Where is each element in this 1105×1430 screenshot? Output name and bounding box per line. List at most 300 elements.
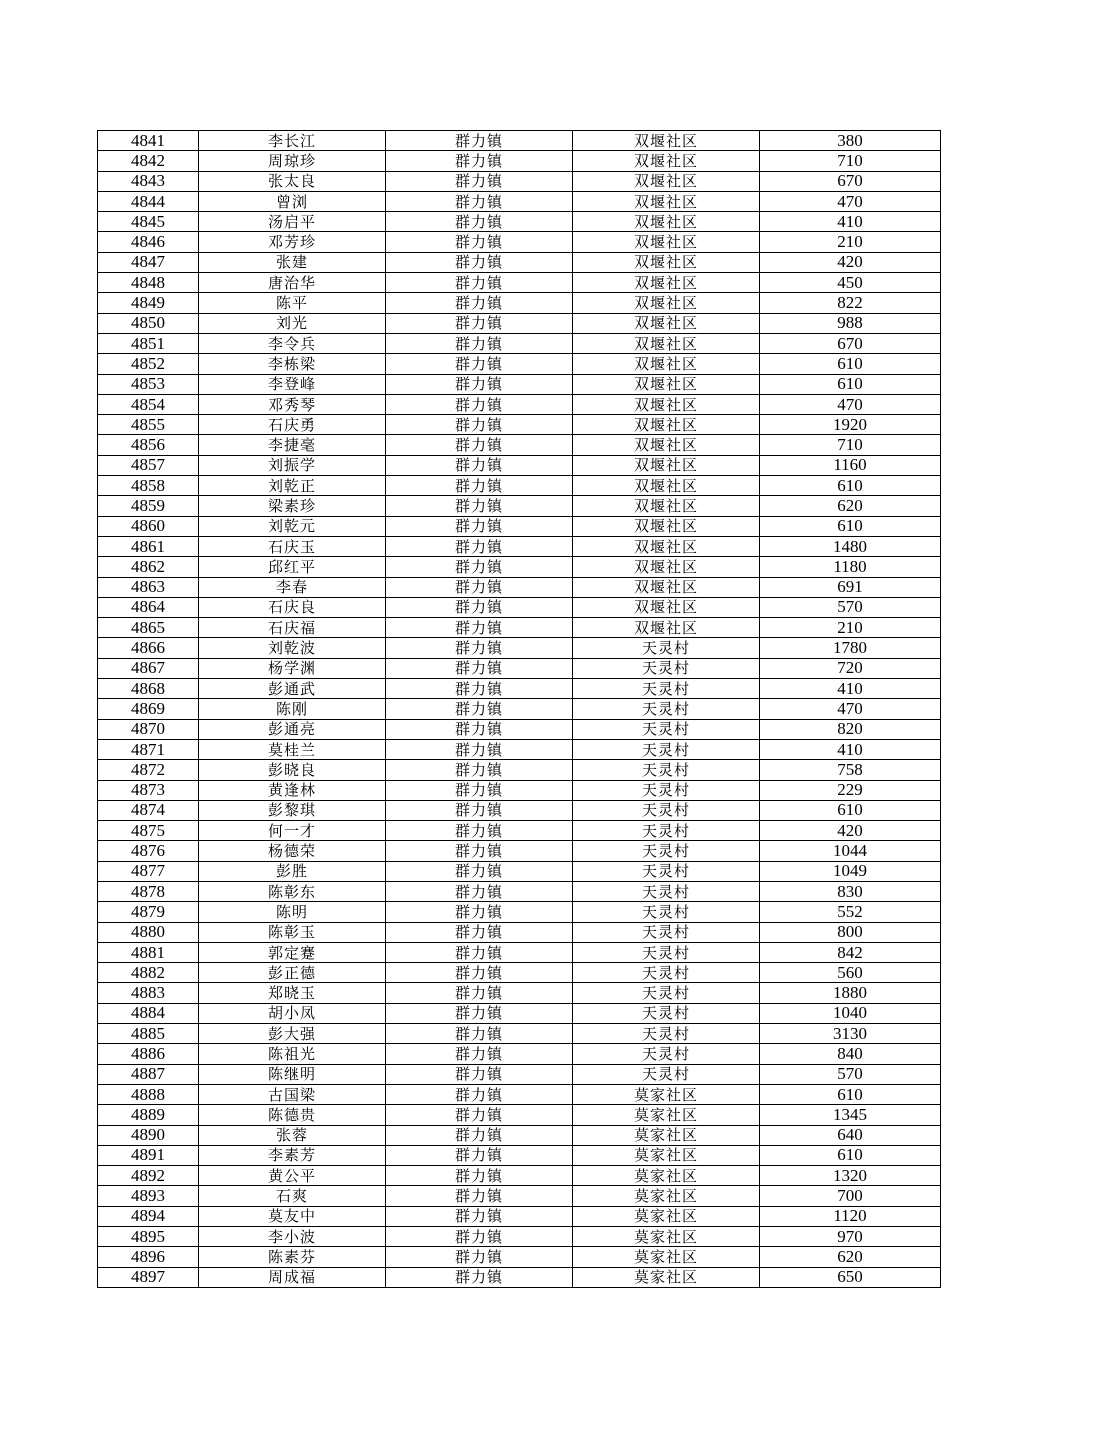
amount-cell: 1880 — [760, 983, 941, 1003]
town-cell: 群力镇 — [386, 922, 573, 942]
name-cell: 唐治华 — [199, 273, 386, 293]
community-cell: 双堰社区 — [573, 191, 760, 211]
name-cell: 周琼珍 — [199, 151, 386, 171]
row-number-cell: 4887 — [98, 1064, 199, 1084]
table-row — [98, 739, 941, 759]
row-number-cell: 4893 — [98, 1186, 199, 1206]
table-row — [98, 983, 941, 1003]
community-cell: 双堰社区 — [573, 252, 760, 272]
amount-cell: 610 — [760, 1084, 941, 1104]
row-number-cell: 4876 — [98, 841, 199, 861]
row-number-cell: 4849 — [98, 293, 199, 313]
name-cell: 李捷毫 — [199, 435, 386, 455]
row-number-cell: 4895 — [98, 1227, 199, 1247]
amount-cell: 570 — [760, 597, 941, 617]
row-number-cell: 4869 — [98, 699, 199, 719]
table-row — [98, 394, 941, 414]
row-number-cell: 4860 — [98, 516, 199, 536]
town-cell: 群力镇 — [386, 597, 573, 617]
table-row — [98, 476, 941, 496]
name-cell: 莫桂兰 — [199, 739, 386, 759]
community-cell: 天灵村 — [573, 739, 760, 759]
table-row — [98, 1227, 941, 1247]
amount-cell: 470 — [760, 191, 941, 211]
table-row — [98, 1003, 941, 1023]
amount-cell: 830 — [760, 881, 941, 901]
name-cell: 李登峰 — [199, 374, 386, 394]
name-cell: 黄逢林 — [199, 780, 386, 800]
table-row — [98, 942, 941, 962]
town-cell: 群力镇 — [386, 1125, 573, 1145]
town-cell: 群力镇 — [386, 800, 573, 820]
community-cell: 天灵村 — [573, 1044, 760, 1064]
table-row — [98, 252, 941, 272]
community-cell: 双堰社区 — [573, 597, 760, 617]
row-number-cell: 4859 — [98, 496, 199, 516]
town-cell: 群力镇 — [386, 841, 573, 861]
table-row — [98, 800, 941, 820]
name-cell: 陈平 — [199, 293, 386, 313]
amount-cell: 840 — [760, 1044, 941, 1064]
amount-cell: 1345 — [760, 1105, 941, 1125]
amount-cell: 229 — [760, 780, 941, 800]
name-cell: 邱红平 — [199, 557, 386, 577]
row-number-cell: 4875 — [98, 821, 199, 841]
table-row — [98, 273, 941, 293]
amount-cell: 1049 — [760, 861, 941, 881]
amount-cell: 1180 — [760, 557, 941, 577]
community-cell: 天灵村 — [573, 1064, 760, 1084]
community-cell: 莫家社区 — [573, 1247, 760, 1267]
community-cell: 天灵村 — [573, 679, 760, 699]
name-cell: 陈德贵 — [199, 1105, 386, 1125]
row-number-cell: 4853 — [98, 374, 199, 394]
table-row — [98, 293, 941, 313]
town-cell: 群力镇 — [386, 1044, 573, 1064]
community-cell: 天灵村 — [573, 963, 760, 983]
amount-cell: 620 — [760, 1247, 941, 1267]
name-cell: 杨学渊 — [199, 658, 386, 678]
table-row — [98, 1247, 941, 1267]
community-cell: 双堰社区 — [573, 516, 760, 536]
name-cell: 刘乾波 — [199, 638, 386, 658]
town-cell: 群力镇 — [386, 212, 573, 232]
amount-cell: 1044 — [760, 841, 941, 861]
community-cell: 莫家社区 — [573, 1145, 760, 1165]
town-cell: 群力镇 — [386, 1186, 573, 1206]
town-cell: 群力镇 — [386, 516, 573, 536]
name-cell: 梁素珍 — [199, 496, 386, 516]
table-row — [98, 151, 941, 171]
row-number-cell: 4870 — [98, 719, 199, 739]
name-cell: 张建 — [199, 252, 386, 272]
amount-cell: 758 — [760, 760, 941, 780]
name-cell: 彭晓良 — [199, 760, 386, 780]
name-cell: 彭正德 — [199, 963, 386, 983]
community-cell: 天灵村 — [573, 780, 760, 800]
name-cell: 杨德荣 — [199, 841, 386, 861]
name-cell: 李栋梁 — [199, 354, 386, 374]
table-row — [98, 881, 941, 901]
name-cell: 陈明 — [199, 902, 386, 922]
community-cell: 莫家社区 — [573, 1166, 760, 1186]
name-cell: 陈素芬 — [199, 1247, 386, 1267]
table-row — [98, 597, 941, 617]
town-cell: 群力镇 — [386, 658, 573, 678]
row-number-cell: 4891 — [98, 1145, 199, 1165]
town-cell: 群力镇 — [386, 679, 573, 699]
row-number-cell: 4862 — [98, 557, 199, 577]
amount-cell: 610 — [760, 800, 941, 820]
amount-cell: 1920 — [760, 415, 941, 435]
name-cell: 邓芳珍 — [199, 232, 386, 252]
community-cell: 双堰社区 — [573, 374, 760, 394]
name-cell: 张太良 — [199, 171, 386, 191]
table-row — [98, 191, 941, 211]
amount-cell: 1120 — [760, 1206, 941, 1226]
town-cell: 群力镇 — [386, 1145, 573, 1165]
community-cell: 双堰社区 — [573, 212, 760, 232]
community-cell: 天灵村 — [573, 719, 760, 739]
row-number-cell: 4846 — [98, 232, 199, 252]
town-cell: 群力镇 — [386, 151, 573, 171]
row-number-cell: 4855 — [98, 415, 199, 435]
row-number-cell: 4881 — [98, 942, 199, 962]
amount-cell: 420 — [760, 252, 941, 272]
row-number-cell: 4896 — [98, 1247, 199, 1267]
row-number-cell: 4843 — [98, 171, 199, 191]
community-cell: 莫家社区 — [573, 1125, 760, 1145]
town-cell: 群力镇 — [386, 313, 573, 333]
name-cell: 石爽 — [199, 1186, 386, 1206]
town-cell: 群力镇 — [386, 861, 573, 881]
amount-cell: 988 — [760, 313, 941, 333]
row-number-cell: 4865 — [98, 618, 199, 638]
row-number-cell: 4841 — [98, 131, 199, 151]
row-number-cell: 4888 — [98, 1084, 199, 1104]
community-cell: 双堰社区 — [573, 293, 760, 313]
table-row — [98, 1044, 941, 1064]
table-row — [98, 171, 941, 191]
table-row — [98, 821, 941, 841]
town-cell: 群力镇 — [386, 252, 573, 272]
town-cell: 群力镇 — [386, 942, 573, 962]
town-cell: 群力镇 — [386, 1084, 573, 1104]
community-cell: 天灵村 — [573, 861, 760, 881]
town-cell: 群力镇 — [386, 1166, 573, 1186]
town-cell: 群力镇 — [386, 821, 573, 841]
name-cell: 李春 — [199, 577, 386, 597]
amount-cell: 470 — [760, 394, 941, 414]
community-cell: 天灵村 — [573, 699, 760, 719]
town-cell: 群力镇 — [386, 902, 573, 922]
amount-cell: 380 — [760, 131, 941, 151]
table-row — [98, 516, 941, 536]
row-number-cell: 4886 — [98, 1044, 199, 1064]
table-row — [98, 780, 941, 800]
table-row — [98, 435, 941, 455]
town-cell: 群力镇 — [386, 618, 573, 638]
name-cell: 胡小凤 — [199, 1003, 386, 1023]
community-cell: 双堰社区 — [573, 151, 760, 171]
row-number-cell: 4890 — [98, 1125, 199, 1145]
table-row — [98, 699, 941, 719]
name-cell: 李长江 — [199, 131, 386, 151]
row-number-cell: 4872 — [98, 760, 199, 780]
community-cell: 天灵村 — [573, 638, 760, 658]
amount-cell: 720 — [760, 658, 941, 678]
name-cell: 陈祖光 — [199, 1044, 386, 1064]
community-cell: 双堰社区 — [573, 394, 760, 414]
row-number-cell: 4856 — [98, 435, 199, 455]
amount-cell: 842 — [760, 942, 941, 962]
name-cell: 黄公平 — [199, 1166, 386, 1186]
name-cell: 张蓉 — [199, 1125, 386, 1145]
table-row — [98, 232, 941, 252]
amount-cell: 3130 — [760, 1024, 941, 1044]
table-row — [98, 1064, 941, 1084]
table-row — [98, 963, 941, 983]
amount-cell: 970 — [760, 1227, 941, 1247]
town-cell: 群力镇 — [386, 760, 573, 780]
town-cell: 群力镇 — [386, 333, 573, 353]
table-row — [98, 760, 941, 780]
name-cell: 莫友中 — [199, 1206, 386, 1226]
name-cell: 石庆良 — [199, 597, 386, 617]
community-cell: 双堰社区 — [573, 577, 760, 597]
table-row — [98, 131, 941, 151]
community-cell: 天灵村 — [573, 1024, 760, 1044]
table-row — [98, 1166, 941, 1186]
row-number-cell: 4866 — [98, 638, 199, 658]
name-cell: 邓秀琴 — [199, 394, 386, 414]
name-cell: 郑晓玉 — [199, 983, 386, 1003]
table-row — [98, 1125, 941, 1145]
name-cell: 郭定蹇 — [199, 942, 386, 962]
amount-cell: 610 — [760, 374, 941, 394]
name-cell: 古国梁 — [199, 1084, 386, 1104]
table-row — [98, 415, 941, 435]
table-row — [98, 679, 941, 699]
table-row — [98, 861, 941, 881]
town-cell: 群力镇 — [386, 780, 573, 800]
amount-cell: 552 — [760, 902, 941, 922]
amount-cell: 420 — [760, 821, 941, 841]
row-number-cell: 4877 — [98, 861, 199, 881]
table-row — [98, 333, 941, 353]
table-row — [98, 1206, 941, 1226]
row-number-cell: 4889 — [98, 1105, 199, 1125]
community-cell: 双堰社区 — [573, 313, 760, 333]
community-cell: 天灵村 — [573, 800, 760, 820]
community-cell: 双堰社区 — [573, 557, 760, 577]
table-row — [98, 1186, 941, 1206]
row-number-cell: 4847 — [98, 252, 199, 272]
town-cell: 群力镇 — [386, 476, 573, 496]
amount-cell: 610 — [760, 1145, 941, 1165]
town-cell: 群力镇 — [386, 536, 573, 556]
community-cell: 莫家社区 — [573, 1227, 760, 1247]
amount-cell: 640 — [760, 1125, 941, 1145]
amount-cell: 691 — [760, 577, 941, 597]
table-row — [98, 212, 941, 232]
name-cell: 石庆玉 — [199, 536, 386, 556]
name-cell: 陈彰东 — [199, 881, 386, 901]
community-cell: 双堰社区 — [573, 618, 760, 638]
community-cell: 双堰社区 — [573, 415, 760, 435]
amount-cell: 670 — [760, 171, 941, 191]
town-cell: 群力镇 — [386, 557, 573, 577]
community-cell: 天灵村 — [573, 1003, 760, 1023]
community-cell: 双堰社区 — [573, 354, 760, 374]
community-cell: 双堰社区 — [573, 435, 760, 455]
community-cell: 天灵村 — [573, 821, 760, 841]
name-cell: 周成福 — [199, 1267, 386, 1287]
town-cell: 群力镇 — [386, 1003, 573, 1023]
community-cell: 双堰社区 — [573, 171, 760, 191]
name-cell: 曾浏 — [199, 191, 386, 211]
community-cell: 天灵村 — [573, 942, 760, 962]
town-cell: 群力镇 — [386, 963, 573, 983]
name-cell: 陈继明 — [199, 1064, 386, 1084]
row-number-cell: 4850 — [98, 313, 199, 333]
name-cell: 石庆勇 — [199, 415, 386, 435]
table-row — [98, 1267, 941, 1287]
table-row — [98, 638, 941, 658]
table-row — [98, 618, 941, 638]
row-number-cell: 4845 — [98, 212, 199, 232]
row-number-cell: 4842 — [98, 151, 199, 171]
row-number-cell: 4864 — [98, 597, 199, 617]
town-cell: 群力镇 — [386, 699, 573, 719]
amount-cell: 410 — [760, 739, 941, 759]
table-row — [98, 1105, 941, 1125]
town-cell: 群力镇 — [386, 1247, 573, 1267]
row-number-cell: 4873 — [98, 780, 199, 800]
name-cell: 彭通武 — [199, 679, 386, 699]
row-number-cell: 4882 — [98, 963, 199, 983]
amount-cell: 210 — [760, 232, 941, 252]
amount-cell: 410 — [760, 212, 941, 232]
community-cell: 双堰社区 — [573, 232, 760, 252]
table-row — [98, 719, 941, 739]
town-cell: 群力镇 — [386, 455, 573, 475]
town-cell: 群力镇 — [386, 881, 573, 901]
name-cell: 李小波 — [199, 1227, 386, 1247]
row-number-cell: 4863 — [98, 577, 199, 597]
amount-cell: 1160 — [760, 455, 941, 475]
amount-cell: 620 — [760, 496, 941, 516]
amount-cell: 560 — [760, 963, 941, 983]
town-cell: 群力镇 — [386, 293, 573, 313]
community-cell: 莫家社区 — [573, 1186, 760, 1206]
table-row — [98, 374, 941, 394]
table-row — [98, 313, 941, 333]
name-cell: 刘光 — [199, 313, 386, 333]
name-cell: 刘乾元 — [199, 516, 386, 536]
town-cell: 群力镇 — [386, 1105, 573, 1125]
town-cell: 群力镇 — [386, 374, 573, 394]
row-number-cell: 4867 — [98, 658, 199, 678]
row-number-cell: 4884 — [98, 1003, 199, 1023]
name-cell: 彭通亮 — [199, 719, 386, 739]
table-row — [98, 1145, 941, 1165]
community-cell: 天灵村 — [573, 658, 760, 678]
row-number-cell: 4857 — [98, 455, 199, 475]
row-number-cell: 4885 — [98, 1024, 199, 1044]
row-number-cell: 4894 — [98, 1206, 199, 1226]
community-cell: 双堰社区 — [573, 333, 760, 353]
town-cell: 群力镇 — [386, 638, 573, 658]
name-cell: 彭黎琪 — [199, 800, 386, 820]
amount-cell: 1780 — [760, 638, 941, 658]
town-cell: 群力镇 — [386, 232, 573, 252]
row-number-cell: 4844 — [98, 191, 199, 211]
town-cell: 群力镇 — [386, 171, 573, 191]
table-row — [98, 1024, 941, 1044]
table-body — [98, 131, 941, 1288]
amount-cell: 1480 — [760, 536, 941, 556]
community-cell: 莫家社区 — [573, 1206, 760, 1226]
community-cell: 双堰社区 — [573, 273, 760, 293]
amount-cell: 470 — [760, 699, 941, 719]
town-cell: 群力镇 — [386, 394, 573, 414]
name-cell: 何一才 — [199, 821, 386, 841]
community-cell: 双堰社区 — [573, 455, 760, 475]
community-cell: 莫家社区 — [573, 1105, 760, 1125]
row-number-cell: 4851 — [98, 333, 199, 353]
row-number-cell: 4871 — [98, 739, 199, 759]
name-cell: 陈刚 — [199, 699, 386, 719]
town-cell: 群力镇 — [386, 496, 573, 516]
town-cell: 群力镇 — [386, 983, 573, 1003]
town-cell: 群力镇 — [386, 739, 573, 759]
data-table — [97, 130, 941, 1288]
table-row — [98, 658, 941, 678]
name-cell: 刘乾正 — [199, 476, 386, 496]
community-cell: 双堰社区 — [573, 496, 760, 516]
community-cell: 天灵村 — [573, 841, 760, 861]
row-number-cell: 4897 — [98, 1267, 199, 1287]
table-row — [98, 557, 941, 577]
town-cell: 群力镇 — [386, 1206, 573, 1226]
amount-cell: 610 — [760, 516, 941, 536]
name-cell: 石庆福 — [199, 618, 386, 638]
amount-cell: 800 — [760, 922, 941, 942]
community-cell: 天灵村 — [573, 922, 760, 942]
row-number-cell: 4880 — [98, 922, 199, 942]
name-cell: 刘振学 — [199, 455, 386, 475]
table-row — [98, 577, 941, 597]
community-cell: 双堰社区 — [573, 476, 760, 496]
town-cell: 群力镇 — [386, 1267, 573, 1287]
row-number-cell: 4878 — [98, 881, 199, 901]
amount-cell: 1040 — [760, 1003, 941, 1023]
town-cell: 群力镇 — [386, 1227, 573, 1247]
amount-cell: 710 — [760, 435, 941, 455]
community-cell: 莫家社区 — [573, 1084, 760, 1104]
table-row — [98, 922, 941, 942]
amount-cell: 610 — [760, 476, 941, 496]
community-cell: 天灵村 — [573, 983, 760, 1003]
row-number-cell: 4854 — [98, 394, 199, 414]
table-row — [98, 496, 941, 516]
community-cell: 天灵村 — [573, 881, 760, 901]
community-cell: 天灵村 — [573, 760, 760, 780]
amount-cell: 670 — [760, 333, 941, 353]
town-cell: 群力镇 — [386, 354, 573, 374]
table-row — [98, 536, 941, 556]
